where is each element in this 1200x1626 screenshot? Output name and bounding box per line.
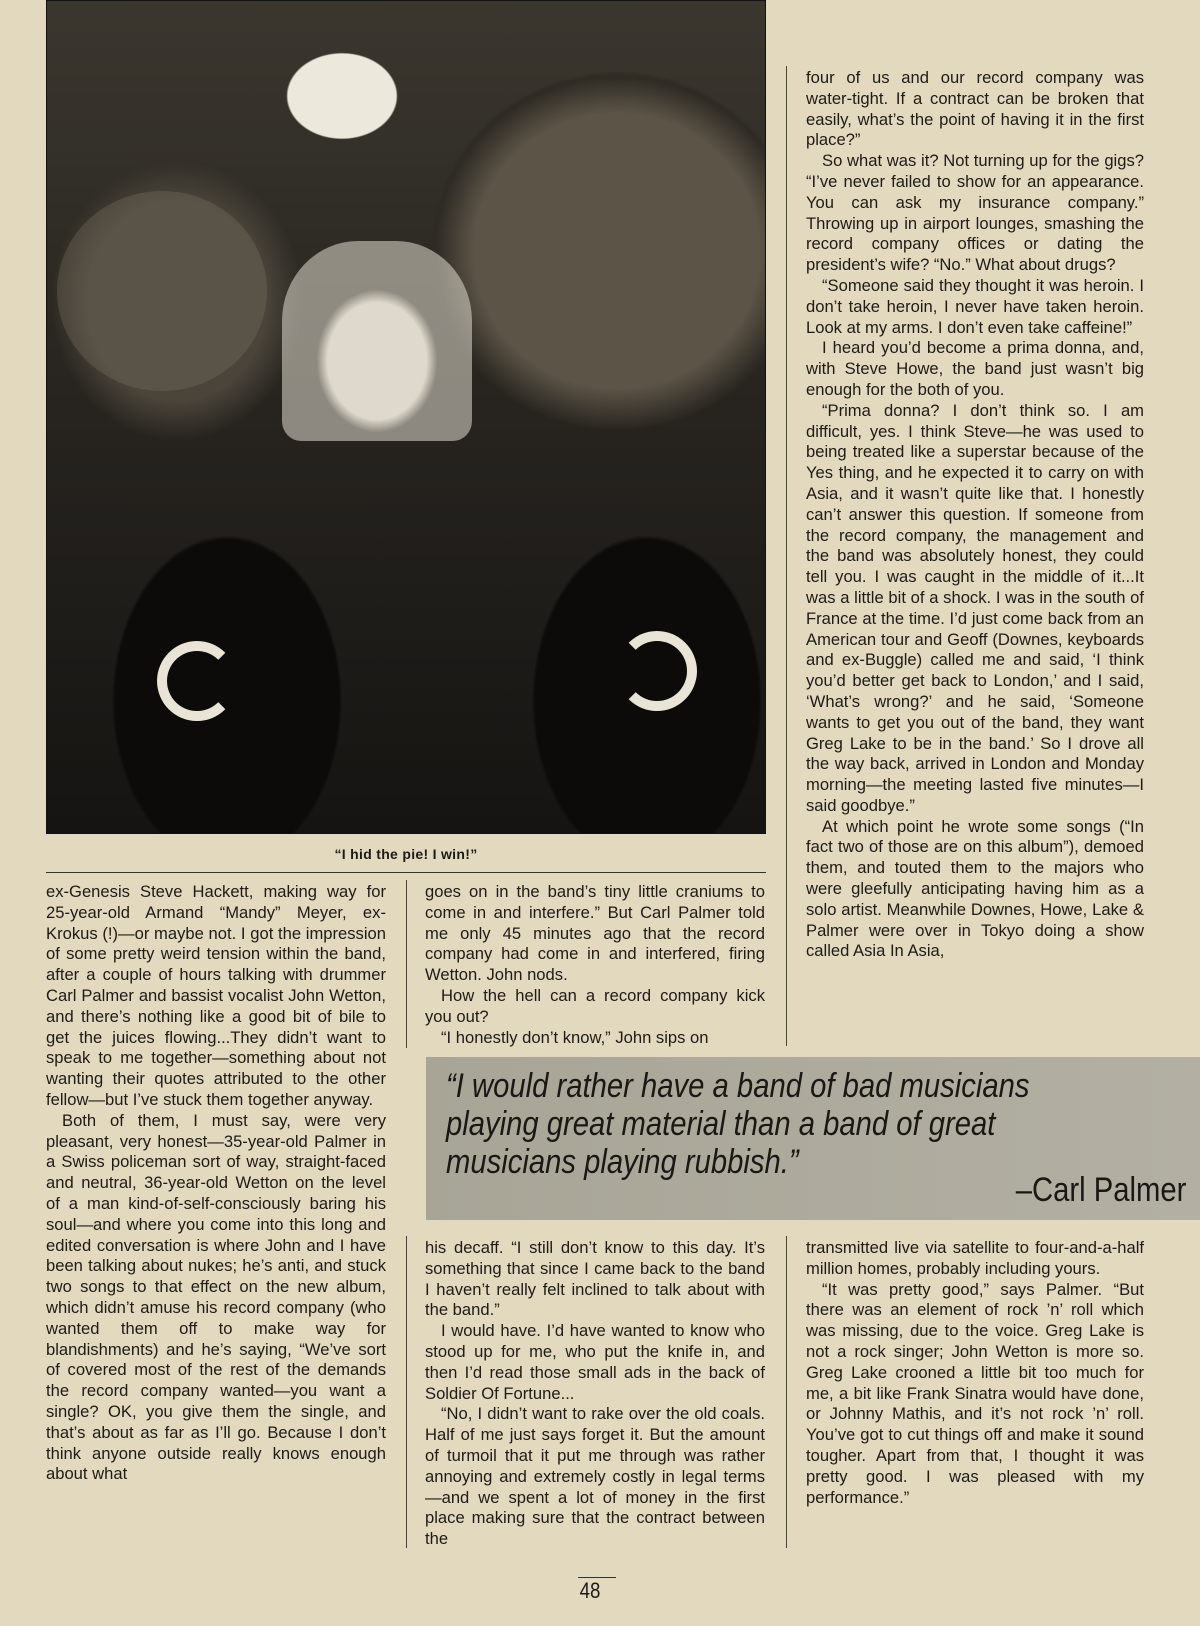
column-rule bbox=[786, 1236, 787, 1548]
column-left bbox=[46, 882, 386, 1485]
column-rule bbox=[406, 880, 407, 1048]
paragraph: So what was it? Not turning up for the gigs? “I’ve never failed to show for an appearance. You can ask my insurance company.” Throwing up in airport lounges, smashing the record company offices or dating the president’s wife? “No.” What about drugs? bbox=[806, 151, 1144, 275]
column-rule bbox=[406, 1236, 407, 1548]
pull-quote-box bbox=[426, 1057, 1200, 1220]
paragraph: I heard you’d become a prima donna, and, with Steve Howe, the band just wasn’t big enough for the both of you. bbox=[806, 338, 1144, 399]
paragraph: Both of them, I must say, were very pleasant, very honest—35-year-old Palmer in a Swiss policeman sort of way, straight-faced and neutral, 36-year-old Wetton on the level of a man kind-of-self-consciously baring his soul—and where you come into this long and edited conversation is where John and I have been talking about nukes; he’s anti, and stuck two songs to that effect on the new album, which didn’t amuse his record company (who wanted them off to make way for blandishments) and he’s saying, “We’ve sort of covered most of the rest of the demands the record company wanted—you want a single? OK, you give them the single, and that’s about as far as I’ll go. Because I don’t think anyone outside really knows enough about what bbox=[46, 1110, 386, 1484]
paragraph: “Someone said they thought it was heroin. I don’t take heroin, I never have taken heroin. Look at my arms. I don’t even take caffeine!” bbox=[806, 275, 1144, 337]
column-middle-bottom bbox=[425, 1238, 765, 1550]
drum-logo-right bbox=[617, 631, 697, 711]
paragraph: his decaff. “I still don’t know to this day. It’s something that since I came back to the band I haven’t really felt inclined to talk about with the band.” bbox=[425, 1238, 765, 1320]
page-number: 48 bbox=[579, 1578, 601, 1603]
photo-caption: “I hid the pie! I win!” bbox=[334, 846, 478, 862]
paragraph: transmitted live via satellite to four-and-a-half million homes, probably including yours. bbox=[806, 1238, 1144, 1278]
pull-quote-attribution: –Carl Palmer bbox=[1015, 1171, 1186, 1209]
cymbal-left bbox=[57, 191, 267, 391]
drum-logo-left bbox=[157, 641, 237, 721]
column-right-top bbox=[806, 68, 1144, 962]
column-right-bottom bbox=[806, 1238, 1144, 1508]
paragraph: “No, I didn’t want to rake over the old coals. Half of me just says forget it. But the amount of turmoil that it put me through was rather annoying and extremely costly in legal terms—and we spent a lot of money in the first place making sure that the contract between the bbox=[425, 1404, 765, 1549]
paragraph: goes on in the band’s tiny little craniums to come in and interfere.” But Carl Palmer told me only 45 minutes ago that the record company had come in and interfered, firing Wetton. John nods. bbox=[425, 882, 765, 985]
drummer-figure bbox=[282, 241, 472, 441]
article-photo bbox=[46, 0, 766, 834]
caption-rule bbox=[46, 872, 766, 873]
paragraph: ex-Genesis Steve Hackett, making way for 25-year-old Armand “Mandy” Meyer, ex-Krokus (!)—or maybe not. I got the impression of some pretty weird tension within the band, after a couple of hours talking with drummer Carl Palmer and bassist vocalist John Wetton, and there’s nothing like a good bit of bile to get the juices flowing...They didn’t want to speak to me together—something about not wanting their quotes attributed to the other fellow—but I’ve stuck them together anyway. bbox=[46, 882, 386, 1109]
paragraph: four of us and our record company was water-tight. If a contract can be broken that easily, what’s the point of having it in the first place?” bbox=[806, 68, 1144, 150]
paragraph: “Prima donna? I don’t think so. I am difficult, yes. I think Steve—he was used to being treated like a superstar because of the Yes thing, and he expected it to carry on with Asia, and it wasn’t quite like that. I honestly can’t answer this question. If someone from the record company, the management and the band was absolutely honest, they could tell you. I was caught in the middle of it...It was a little bit of a shock. I was in the south of France at the time. I’d just come back from an American tour and Geoff (Downes, keyboards and ex-Buggle) called me and said, ‘I think you’d better get back to London,’ and I said, ‘What’s wrong?’ and he said, ‘Someone wants to get you out of the band, they want Greg Lake to be in the band.’ So I drove all the way back, arrived in London and Monday morning—the meeting lasted five minutes—I said goodbye.” bbox=[806, 400, 1144, 815]
paragraph: At which point he wrote some songs (“In fact two of those are on this album”), demoed them, and touted them to the majors who were gleefully anticipating having him as a solo artist. Meanwhile Downes, Howe, Lake & Palmer were over in Tokyo doing a show called Asia In Asia, bbox=[806, 816, 1144, 961]
column-middle-top bbox=[425, 882, 765, 1048]
pull-quote-text: “I would rather have a band of bad musicians playing great material than a band of great musicians playing rubbish.” bbox=[446, 1067, 1030, 1181]
paragraph: “I honestly don’t know,” John sips on bbox=[441, 1027, 709, 1047]
paragraph: I would have. I’d have wanted to know who stood up for me, who put the knife in, and then I’d read those small ads in the back of Soldier Of Fortune... bbox=[425, 1321, 765, 1403]
column-rule bbox=[786, 66, 787, 1046]
paragraph: “It was pretty good,” says Palmer. “But there was an element of rock ’n’ roll which was missing, due to the voice. Greg Lake is not a rock singer; John Wetton is more so. Greg Lake crooned a little bit too much for me, a bit like Frank Sinatra would have done, or Johnny Mathis, and it’s not rock ’n’ roll. You’ve got to cut things off and make it sound tougher. Apart from that, I thought it was pretty good. I was pleased with my performance.” bbox=[806, 1279, 1144, 1507]
paragraph: How the hell can a record company kick you out? bbox=[425, 985, 765, 1026]
